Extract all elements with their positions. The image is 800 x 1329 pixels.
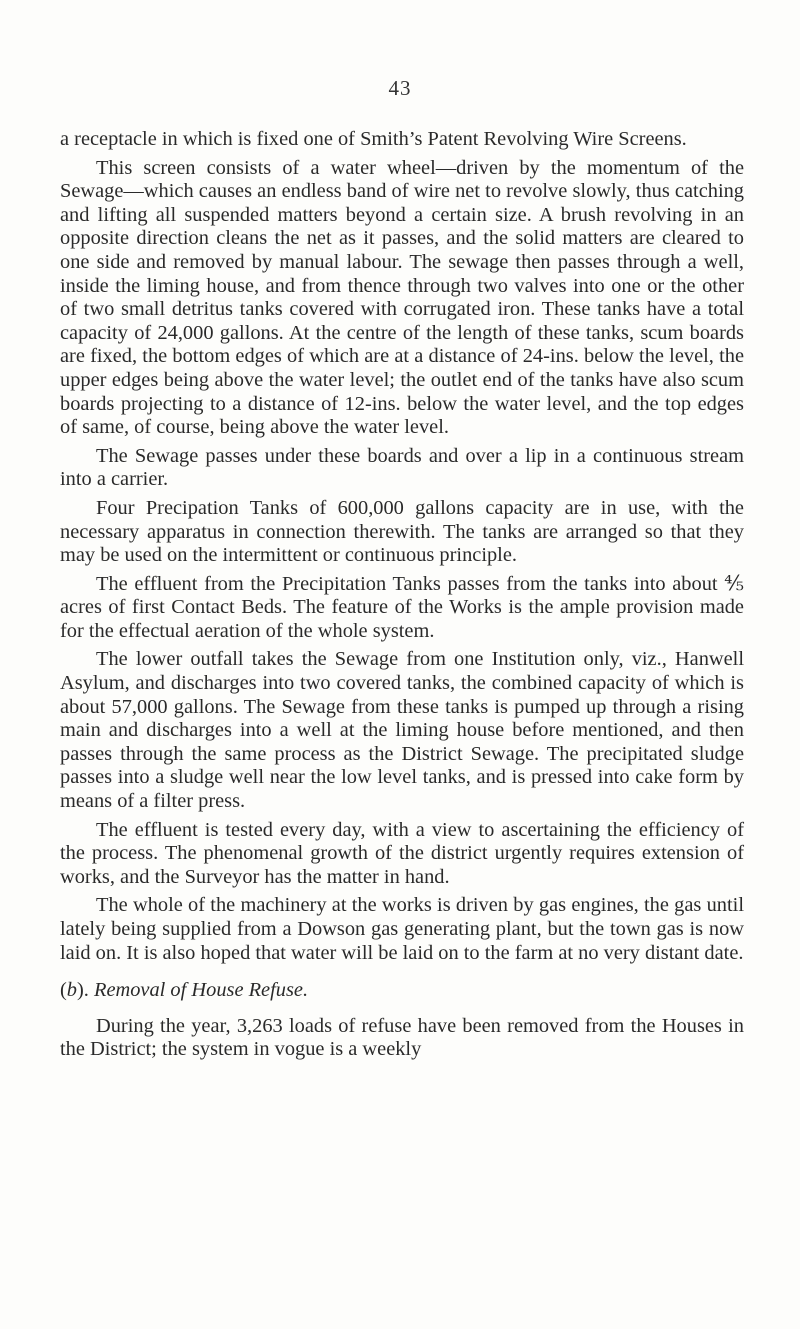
paragraph: The effluent from the Precipitation Tanks passes from the tanks into about ⅘ acres of first Contact Beds. The feature of the Works is the ample provision made for the effectual aeration of the whole system. [60,572,744,642]
paragraph: The effluent is tested every day, with a view to ascertaining the efficiency of the process. The phenomenal growth of the district urgently requires extension of works, and the Surveyor has the matter in hand. [60,818,744,888]
body-text [60,128,744,1067]
paragraph: The Sewage passes under these boards and over a lip in a continuous stream into a carrier. [60,444,744,491]
paragraph: a receptacle in which is fixed one of Smith’s Patent Revolving Wire Screens. [60,128,687,150]
section-label-letter: b [66,979,77,1002]
section-heading [60,979,744,1003]
paragraph: During the year, 3,263 loads of refuse have been removed from the Houses in the District; the system in vogue is a weekly [60,1014,744,1061]
paragraph: This screen consists of a water wheel—driven by the momentum of the Sewage—which causes an endless band of wire net to revolve slowly, thus catching and lifting all suspended matters beyond a certain size. A brush revolving in an opposite direction cleans the net as it passes, and the solid matters are cleared to one side and removed by manual labour. The sewage then passes through a well, inside the liming house, and from thence through two valves into one or the other of two small detritus tanks covered with corrugated iron. These tanks have a total capacity of 24,000 gallons. At the centre of the length of these tanks, scum boards are fixed, the bottom edges of which are at a distance of 24-ins. below the level, the upper edges being above the water level; the outlet end of the tanks have also scum boards projecting to a distance of 12-ins. below the water level, and the top edges of same, of course, being above the water level. [60,156,744,439]
section-label-open: ( [60,979,67,1002]
paragraph: Four Precipation Tanks of 600,000 gallons capacity are in use, with the necessary apparatus in connection therewith. The tanks are arranged so that they may be used on the intermittent or continuous principle. [60,496,744,567]
section-title: Removal of House Refuse. [94,979,309,1002]
section-label-close: ). [77,979,89,1002]
paragraph: The whole of the machinery at the works is driven by gas engines, the gas until lately being supplied from a Dowson gas generating plant, but the town gas is now laid on. It is also hoped that water will be laid on to the farm at no very distant date. [60,894,744,964]
paragraph: The lower outfall takes the Sewage from one Institution only, viz., Hanwell Asylum, and discharges into two covered tanks, the combined capacity of which is about 57,000 gallons. The Sewage from these tanks is pumped up through a rising main and discharges into a well at the liming house before mentioned, and then passes through the same process as the District Sewage. The precipitated sludge passes into a sludge well near the low level tanks, and is pressed into cake form by means of a filter press. [60,648,744,813]
page-number: 43 [388,76,412,100]
